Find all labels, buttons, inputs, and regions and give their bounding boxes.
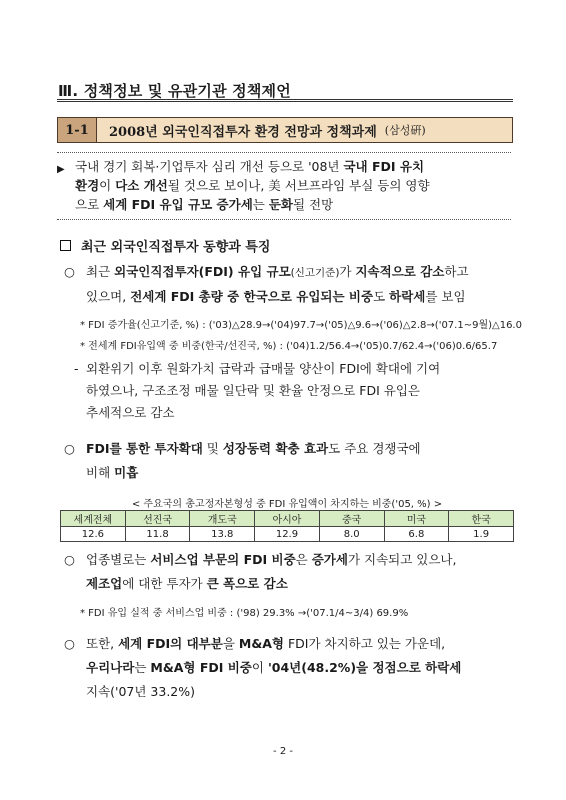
summary-line	[75, 195, 511, 214]
table-cell: 6.8	[384, 527, 449, 542]
emphasis: 환경	[75, 178, 100, 193]
table-cell: 12.9	[255, 527, 320, 542]
emphasis: 증가세	[311, 552, 348, 567]
emphasis: 전세계 FDI 총량 중 한국으로 유입되는 비중	[130, 289, 374, 304]
emphasis: 우리나라	[86, 660, 135, 675]
emphasis: 서비스업 부문의 FDI 비중	[150, 552, 296, 567]
table-cell: 1.9	[449, 527, 514, 542]
table-cell: 11.8	[125, 527, 190, 542]
emphasis: 외국인직접투자(FDI) 유입 규모	[114, 264, 291, 279]
table-cell: 8.0	[319, 527, 384, 542]
footnote: * FDI 증가율(신고기준, %) : ('03)△28.9→('04)97.7→('05)△9.6→('06)△2.8→('07.1~9월)△16.0	[80, 320, 522, 331]
text-run: FDI가 차지하고 있는 가운데,	[284, 636, 446, 651]
circle-bullet-icon: ○	[64, 552, 75, 567]
text-line	[86, 548, 514, 572]
emphasis: 성장동력 확충 효과	[222, 441, 329, 456]
emphasis: 미흡	[114, 465, 139, 480]
emphasis: M&A형 FDI 비중	[150, 660, 252, 675]
section-source: (삼성硏)	[384, 124, 426, 137]
table-header-cell: 미국	[384, 511, 449, 527]
table-header-row	[61, 511, 514, 527]
emphasis: '04년(48.2%)을 정점으로 하락세	[267, 660, 462, 675]
text-run: 도 주요 경쟁국에	[328, 441, 421, 456]
text-run: 이	[251, 660, 268, 675]
table-header-cell: 개도국	[190, 511, 255, 527]
bullet-text	[86, 632, 514, 704]
text-run: 를 보임	[425, 289, 466, 304]
circle-bullet-icon: ○	[64, 636, 75, 651]
section-title-box	[97, 118, 512, 142]
text-run: (신고기준)	[290, 267, 340, 279]
table-cell: 13.8	[190, 527, 255, 542]
subheading-text: 최근 외국인직접투자 동향과 특징	[81, 240, 271, 255]
bullet-paragraph	[64, 548, 514, 596]
chapter-underline	[57, 99, 513, 102]
text-run: 을	[222, 636, 239, 651]
text-run: 에 대한 투자가	[122, 576, 207, 591]
page-number: - 2 -	[273, 746, 293, 757]
bullet-text	[86, 437, 514, 485]
table-cell: 12.6	[61, 527, 126, 542]
bullet-text	[86, 548, 514, 596]
table-header-cell: 아시아	[255, 511, 320, 527]
text-line	[86, 632, 514, 656]
summary-line	[75, 157, 511, 176]
bullet-paragraph	[64, 260, 514, 310]
fdi-share-table	[60, 510, 514, 542]
emphasis: 다소 개선	[115, 178, 168, 193]
text-run: 업종별로는	[86, 552, 151, 567]
circle-bullet-icon: ○	[64, 264, 75, 279]
emphasis: 세계 FDI의 대부분	[118, 636, 223, 651]
emphasis: 세계 FDI 유입 규모 증가세	[103, 197, 253, 212]
text-run: 는	[134, 660, 151, 675]
text-line	[86, 437, 514, 461]
table-header-cell: 세계전체	[61, 511, 126, 527]
text-run: 은	[295, 552, 312, 567]
text-run: 이	[99, 178, 116, 193]
text-line: 하였으나, 구조조정 매물 일단락 및 환율 안정으로 FDI 유입은	[86, 383, 420, 398]
bullet-paragraph	[64, 632, 514, 706]
text-line	[86, 572, 514, 596]
emphasis: M&A형	[238, 636, 284, 651]
dash-text	[86, 358, 514, 424]
emphasis: 국내 FDI 유치	[343, 159, 425, 174]
dash-paragraph	[74, 358, 514, 424]
text-run: 도	[373, 289, 390, 304]
text-line: 지속('07년 33.2%)	[86, 684, 196, 699]
text-line	[86, 260, 514, 285]
section-title: 2008년 외국인직접투자 환경 전망과 정책과제	[109, 124, 377, 140]
text-line	[86, 461, 514, 485]
square-bullet-icon	[60, 240, 71, 251]
section-number: 1-1	[58, 118, 97, 142]
text-run: 는	[252, 197, 269, 212]
emphasis: 둔화	[268, 197, 293, 212]
chapter-title: Ⅲ. 정책정보 및 유관기관 정책제언	[58, 82, 291, 100]
emphasis: 지속적으로 감소	[355, 264, 445, 279]
bullet-paragraph	[64, 437, 514, 485]
emphasis: 제조업	[86, 576, 123, 591]
text-run: 및	[202, 441, 223, 456]
footnote: * FDI 유입 실적 중 서비스업 비중 : ('98) 29.3% →('07.1/4~3/4) 69.9%	[80, 608, 409, 619]
text-line: 외환위기 이후 원화가치 급락과 급매물 양산이 FDI에 확대에 기여	[86, 361, 441, 376]
right-triangle-icon: ▶	[57, 164, 65, 175]
text-run: 국내 경기 회복·기업투자 심리 개선 등으로 '08년	[75, 159, 344, 174]
emphasis: FDI를 통한 투자확대	[86, 441, 203, 456]
text-run: 가	[339, 264, 356, 279]
footnote: * 전세계 FDI유입액 중 비중(한국/선진국, %) : ('04)1.2/56.4→('05)0.7/62.4→('06)0.6/65.7	[80, 341, 498, 352]
text-run: 될 전망	[293, 197, 334, 212]
section-header	[57, 117, 513, 143]
text-run: 될 것으로 보이나, 美 서브프라임 부실 등의 영향	[167, 178, 430, 193]
table-header-cell: 선진국	[125, 511, 190, 527]
text-run: 최근	[86, 264, 115, 279]
table-header-cell: 한국	[449, 511, 514, 527]
text-line: 추세적으로 감소	[86, 405, 175, 420]
summary-box	[57, 152, 511, 220]
text-line	[86, 285, 514, 309]
text-run: 또한,	[86, 636, 119, 651]
text-line	[86, 656, 514, 680]
bullet-text	[86, 260, 514, 309]
text-run: 있으며,	[86, 289, 131, 304]
circle-bullet-icon: ○	[64, 441, 75, 456]
emphasis: 큰 폭으로 감소	[206, 576, 288, 591]
text-run: 하고	[444, 264, 469, 279]
emphasis: 하락세	[389, 289, 426, 304]
text-run: 으로	[75, 197, 104, 212]
dash-bullet: -	[74, 361, 79, 376]
subheading	[60, 236, 270, 255]
summary-line	[75, 176, 511, 195]
table-caption: < 주요국의 총고정자본형성 중 FDI 유입액이 차지하는 비중('05, %) >	[131, 499, 443, 510]
table-row	[61, 527, 514, 542]
text-run: 비해	[86, 465, 115, 480]
table-header-cell: 중국	[319, 511, 384, 527]
text-run: 가 지속되고 있으나,	[347, 552, 457, 567]
summary-text	[75, 157, 511, 214]
